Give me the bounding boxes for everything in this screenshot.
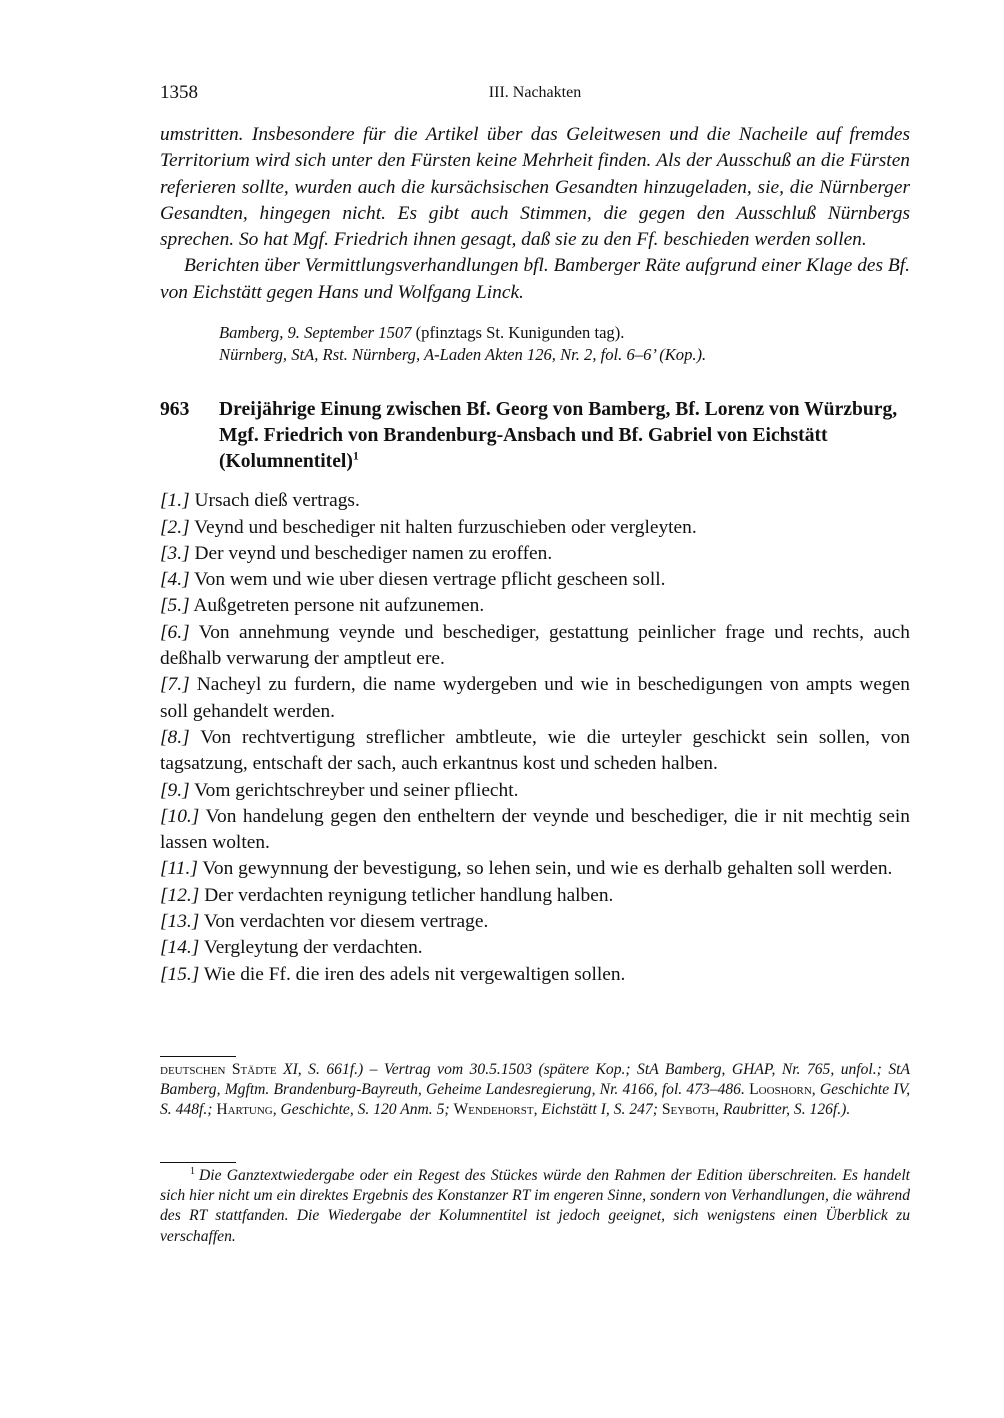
item-text: Der verdachten reynigung tetlicher handlung halben. [204, 884, 614, 906]
source-note [160, 1056, 910, 1121]
item-text: Von verdachten vor diesem vertrage. [203, 911, 489, 933]
entry-title: Dreijährige Einung zwischen Bf. Georg von Bamberg, Bf. Lorenz von Würzburg, Mgf. Friedrich von Brandenburg-Ansbach und Bf. Gabriel von Eichstätt (Kolumnentitel) [219, 399, 898, 473]
citation-text: , Eichstätt I, S. 247; [533, 1101, 662, 1119]
source-archive: Nürnberg, StA, Rst. Nürnberg, A-Laden Akten 126, Nr. 2, fol. 6–6’ (Kop.). [219, 344, 707, 364]
entry-title-block [219, 397, 910, 475]
citation-text: , Geschichte IV, S. 448f.; [160, 1081, 910, 1119]
item-text: Von annehmung veynde und beschediger, gestattung peinlicher frage und rechts, auch deßhalb verwarung der amptleut ere. [160, 621, 910, 670]
footnote-text-block [160, 1166, 910, 1247]
item-text: Von handelung gegen den entheltern der veynde und beschediger, die ir nit mechtig sein lassen wolten. [160, 805, 910, 854]
citation-text: , Raubritter, S. 126f.). [715, 1101, 851, 1119]
item-list [160, 488, 910, 988]
item-number: [7.] [160, 674, 190, 696]
item-number: [8.] [160, 726, 190, 748]
item-number: [12.] [160, 884, 200, 906]
item-number: [5.] [160, 595, 190, 617]
item-number: [14.] [160, 937, 200, 959]
citation-author: Wendehorst [453, 1101, 534, 1119]
item-number: [15.] [160, 963, 200, 985]
footnote-number: 1 [190, 1165, 195, 1177]
item-text: Vom gerichtschreyber und seiner pfliecht. [194, 779, 519, 801]
main-text [160, 122, 910, 988]
source-date-original: (pfinztags St. Kunigunden tag). [415, 323, 625, 343]
list-item [160, 856, 910, 882]
item-number: [10.] [160, 805, 200, 827]
item-number: [1.] [160, 490, 190, 512]
item-text: Nacheyl zu furdern, die name wydergeben und wie in beschedigungen von ampts wegen soll gehandelt werden. [160, 674, 910, 722]
item-number: [13.] [160, 911, 200, 933]
list-item [160, 541, 910, 567]
citation-author: Looshorn [749, 1081, 812, 1099]
list-item [160, 593, 910, 619]
item-number: [9.] [160, 779, 190, 801]
list-item [160, 909, 910, 935]
entry-heading [160, 397, 910, 475]
entry-number: 963 [160, 399, 190, 421]
intro-paragraph-1: umstritten. Insbesondere für die Artikel über das Geleitwesen und die Nacheile auf fremdes Territorium wird sich unter den Fürsten keine Mehrheit finden. Als der Ausschuß an die Fürsten referieren sollte, wurden auch die kursächsischen Gesandten hinzugeladen, sie, die Nürnberger Gesandten, hingegen nicht. Es gibt auch Stimmen, die gegen den Ausschluß Nürnbergs sprechen. So hat Mgf. Friedrich ihnen gesagt, daß sie zu den Ff. beschieden werden sollen. [160, 124, 910, 251]
list-item [160, 515, 910, 541]
item-number: [6.] [160, 621, 190, 643]
page-number: 1358 [160, 82, 198, 103]
item-number: [4.] [160, 569, 190, 591]
footnote-rule [160, 1056, 236, 1057]
list-item [160, 567, 910, 593]
item-text: Außgetreten persone nit aufzunemen. [193, 595, 485, 617]
list-item [160, 804, 910, 857]
list-item [160, 725, 910, 778]
footnote-text: Die Ganztextwiedergabe oder ein Regest des Stückes würde den Rahmen der Edition überschreiten. Es handelt sich hier nicht um ein direktes Ergebnis des Konstanzer RT im engeren Sinne, sondern von Verhandlungen, die während des RT stattfanden. Die Wiedergabe der Kolumnentitel ist jedoch geeignet, sich wenigstens einen Überblick zu verschaffen. [160, 1167, 910, 1245]
list-item [160, 883, 910, 909]
item-text: Von wem und wie uber diesen vertrage pflicht gescheen soll. [194, 569, 666, 591]
running-head: III. Nachakten [488, 84, 582, 101]
list-item [160, 620, 910, 673]
list-item [160, 962, 910, 988]
list-item [160, 672, 910, 725]
item-number: [2.] [160, 516, 190, 538]
item-number: [3.] [160, 542, 190, 564]
item-text: Von gewynnung der bevestigung, so lehen sein, und wie es derhalb gehalten soll werden. [202, 858, 893, 880]
item-text: Wie die Ff. die iren des adels nit vergewaltigen sollen. [203, 963, 626, 985]
item-text: Ursach dieß vertrags. [194, 490, 360, 512]
list-item [160, 778, 910, 804]
list-item [160, 935, 910, 961]
source-block [219, 322, 910, 365]
citation-author: Seyboth [661, 1101, 716, 1119]
list-item [160, 488, 910, 514]
intro-paragraph-2: Berichten über Vermittlungsverhandlungen bfl. Bamberger Räte aufgrund einer Klage des Bf. von Eichstätt gegen Hans und Wolfgang Linck. [160, 255, 910, 303]
footnote-rule [160, 1162, 236, 1163]
item-text: Vergleytung der verdachten. [203, 937, 423, 959]
source-date-line [219, 322, 910, 344]
source-note-text [160, 1060, 910, 1121]
footnote-ref: 1 [352, 448, 359, 463]
page-header [160, 82, 910, 108]
item-text: Der veynd und beschediger namen zu eroffen. [194, 542, 553, 564]
item-number: [11.] [160, 858, 198, 880]
citation-text: , Geschichte, S. 120 Anm. 5; [272, 1101, 454, 1119]
citation-author: deutschen Städte [160, 1061, 277, 1078]
citation-text: XI, S. 661f.) – Vertrag vom 30.5.1503 (spätere Kop.; StA Bamberg, GHAP, Nr. 765, unfol.; StA Bamberg, Mgftm. Brandenburg-Bayreuth, Geheime Landesregierung, Nr. 4166, fol. 473–486. [160, 1061, 910, 1099]
source-place-date: Bamberg, 9. September 1507 [219, 323, 412, 343]
item-text: Von rechtvertigung streflicher ambtleute, wie die urteyler geschickt sein sollen, von tagsatzung, entschaft der sach, auch erkantnus kost und scheden halben. [160, 726, 910, 775]
item-text: Veynd und beschediger nit halten furzuschieben oder vergleyten. [194, 516, 697, 538]
footnote [160, 1162, 910, 1247]
citation-author: Hartung [216, 1101, 273, 1119]
